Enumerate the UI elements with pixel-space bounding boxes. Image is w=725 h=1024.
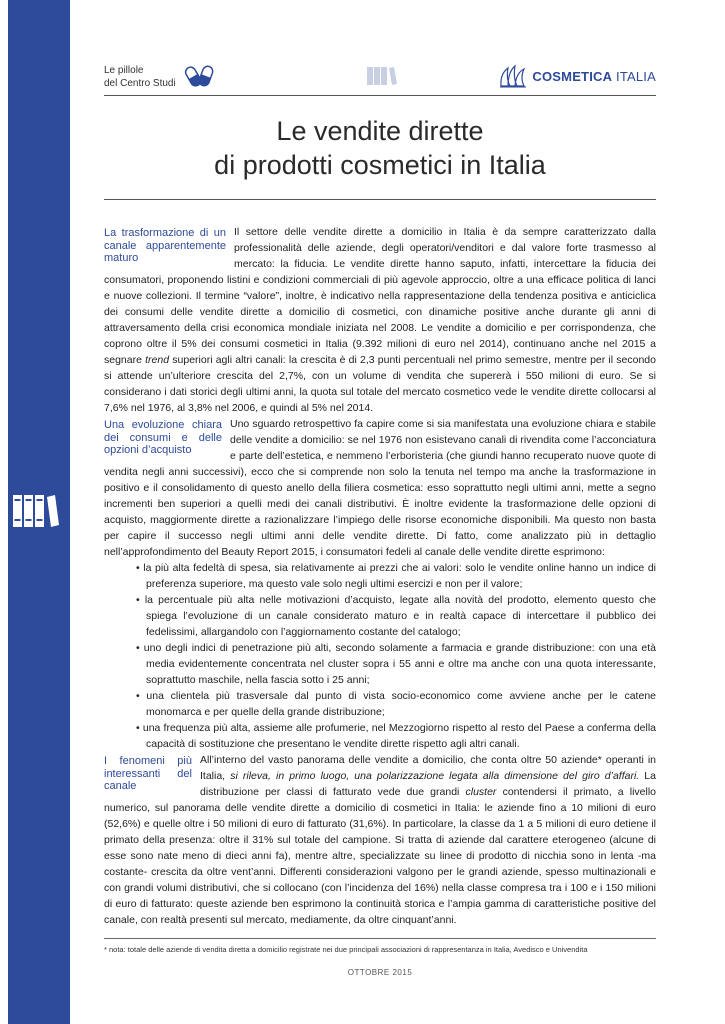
section1-text-em: trend (145, 354, 170, 366)
logo-text-part1: COSMETICA (532, 68, 613, 84)
section1-text-after: superiori agli altri canali: la crescita è di 2,3 punti percentuali nel primo semestre, mentre per il secondo si attende un’ulteriore crescita del 2,7%, con un volume di vendita che supererà i 550 milioni di euro. Se si considerano i dati storici degli ultimi anni, la quota sul totale del mercato cosmetico vede le vendite dirette collocarsi al 7,6% nel 1976, al 3,8% nel 2006, e quindi al 5% nel 2014. (104, 354, 656, 414)
bullet-item: • la più alta fedeltà di spesa, sia relativamente ai prezzi che ai valori: solo le vendite online hanno un indice di preferenza superiore, ma questo vale solo negli ultimi esercizi e non per il valore; (136, 562, 656, 590)
books-small-icon (366, 66, 398, 86)
title-line2: di prodotti cosmetici in Italia (214, 150, 546, 180)
series-label (104, 64, 176, 90)
section-heading-fenomeni: I fenomeni più interessanti del canale (104, 755, 192, 792)
page-header (104, 60, 656, 96)
article-body (104, 224, 656, 955)
section3-text-em1: si rileva, in primo luogo, una polarizzazione legata alla dimensione del giro d’affari. (230, 770, 640, 782)
section-heading-evoluzione: Una evoluzione chiara dei consumi e delle opzioni d’acquisto (104, 419, 222, 456)
section3-text-a: All’interno del vasto panorama delle vendite a domicilio, che conta oltre 50 aziende* operanti in Italia, (200, 754, 656, 782)
bullet-item: • la percentuale più alta nelle motivazioni d’acquisto, legate alla novità del prodotto, elemento questo che spiega l’evoluzione di un canale considerato maturo e in realtà capace di intercettare il pubblico dei fedelissimi, allargandolo con l’aggiornamento costante del catalogo; (136, 594, 656, 638)
books-icon (11, 493, 61, 529)
section3-text-c: contendersi il primato, a livello numerico, sul panorama delle vendite dirette a domicilio di cosmetici in Italia: le aziende fino a 10 milioni di euro (52,6%) e quelle oltre i 50 milioni di euro di fatturato (31,6%). In particolare, la classe da 1 a 5 milioni di euro detiene il primato della presenza: oltre il 31% sul totale del campione. Si tratta di aziende dal carattere eterogeneo (alcune di esse sono nate meno di dieci anni fa), mentre altre, specializzate su linee di prodotto di nicchia sono in lenta -ma costante- crescita da oltre vent’anni. Differenti considerazioni valgono per le grandi aziende, spesso multinazionali e con grandi volumi distributivi, che si collocano (con l’incidenza del 16%) nella classe compresa tra i 100 e i 150 milioni di euro di fatturato: queste aziende ben esprimono la continuità storica e l’ampia gamma di caratteristiche positive del canale, con realtà presenti sul mercato, mediamente, da oltre cinquant’anni. (104, 786, 657, 926)
logo-text (532, 69, 656, 84)
bullet-item: • uno degli indici di penetrazione più alti, secondo solamente a farmacia e grande distribuzione: con una età media evidentemente concentrata nel cluster sopra i 55 anni e oltre ma anche con una quota interessante, soprattutto maschile, nella fascia sotto i 25 anni; (136, 642, 656, 686)
section3-text-b: La distribuzione per classi di fatturato vede due grandi (200, 770, 656, 798)
section-text-evoluzione: Uno sguardo retrospettivo fa capire come si sia manifestata una evoluzione chiara e stabile delle vendite a domicilio: se nel 1976 non esistevano canali di rivendita come l’acconciatura e parte dell’estetica, e nemmeno l’erboristeria (che giundi hanno recuperato nuove quote di vendita negli anni successivi), ecco che si comprende non solo la tenuta nel tempo ma anche la trasformazione in positivo e il consolidamento di questo anello della filiera cosmetica: esso soprattutto negli ultimi anni, mette a segno incrementi ben superiori a quelli medi dei canali distributivi. È inoltre evidente la trasformazione delle opzioni di acquisto, maggiormente dirette a razionalizzare l’impiego delle risorse economiche disponibili. Ma questo non basta per capire il successo negli ultimi anni delle vendite dirette. Di fatto, come analizzato più in dettaglio nell’approfondimento del Beauty Report 2015, i consumatori fedeli al canale delle vendite dirette esprimono: (104, 418, 656, 558)
sidebar (0, 0, 75, 1024)
bullet-item: • una clientela più trasversale dal punto di vista socio-economico come avviene anche per le catene monomarca e per quelle della grande distribuzione; (136, 690, 656, 718)
section1-text: Il settore delle vendite dirette a domicilio in Italia è da sempre caratterizzato dalla professionalità delle aziende, degli operatori/venditori e dal valore forte trasmesso al mercato: la fiducia. Le vendite dirette hanno saputo, infatti, intercettare la fiducia dei consumatori, proponendo listini e condizioni commerciali di più agevole approccio, oltre a una efficace politica di lanci e nuove collezioni. Il termine “valore”, inoltre, è indicativo nella rappresentazione della tendenza positiva e anticiclica dei consumi delle vendite dirette a domicilio di cosmetici, con dinamiche positive anche durante gli anni di attraversamento della crisi economica mondiale iniziata nel 2008. Le vendite a domicilio e per corrispondenza, che coprono oltre il 5% dei consumi cosmetici in Italia (9.392 milioni di euro nel 2014), continuano anche nel 2015 a segnare (104, 226, 656, 366)
footnote: * nota: totale delle aziende di vendita diretta a domicilio registrate nei due principali associazioni di rappresentanza in Italia, Avedisco e Univendita (104, 938, 656, 955)
series-label-line2: del Centro Studi (104, 78, 176, 89)
title-block (104, 112, 656, 200)
series-label-line1: Le pillole (104, 65, 144, 76)
section3-text-em2: cluster (465, 786, 497, 798)
title-line1: Le vendite dirette (276, 116, 484, 146)
page-title (104, 112, 656, 182)
page-footer-date: OTTOBRE 2015 (347, 968, 413, 977)
bullet-item: • una frequenza più alta, assieme alle profumerie, nel Mezzogiorno rispetto al resto del Paese a conferma della capacità di sostituzione che presentano le vendite dirette rispetto agli altri canali. (136, 722, 656, 750)
section-heading-trasformazione: La trasformazione di un canale apparentemente maturo (104, 227, 226, 264)
cosmetica-italia-logo (498, 62, 656, 90)
logo-text-part2: ITALIA (616, 68, 656, 84)
logo-mark-icon (498, 64, 528, 88)
pills-icon (184, 62, 216, 90)
